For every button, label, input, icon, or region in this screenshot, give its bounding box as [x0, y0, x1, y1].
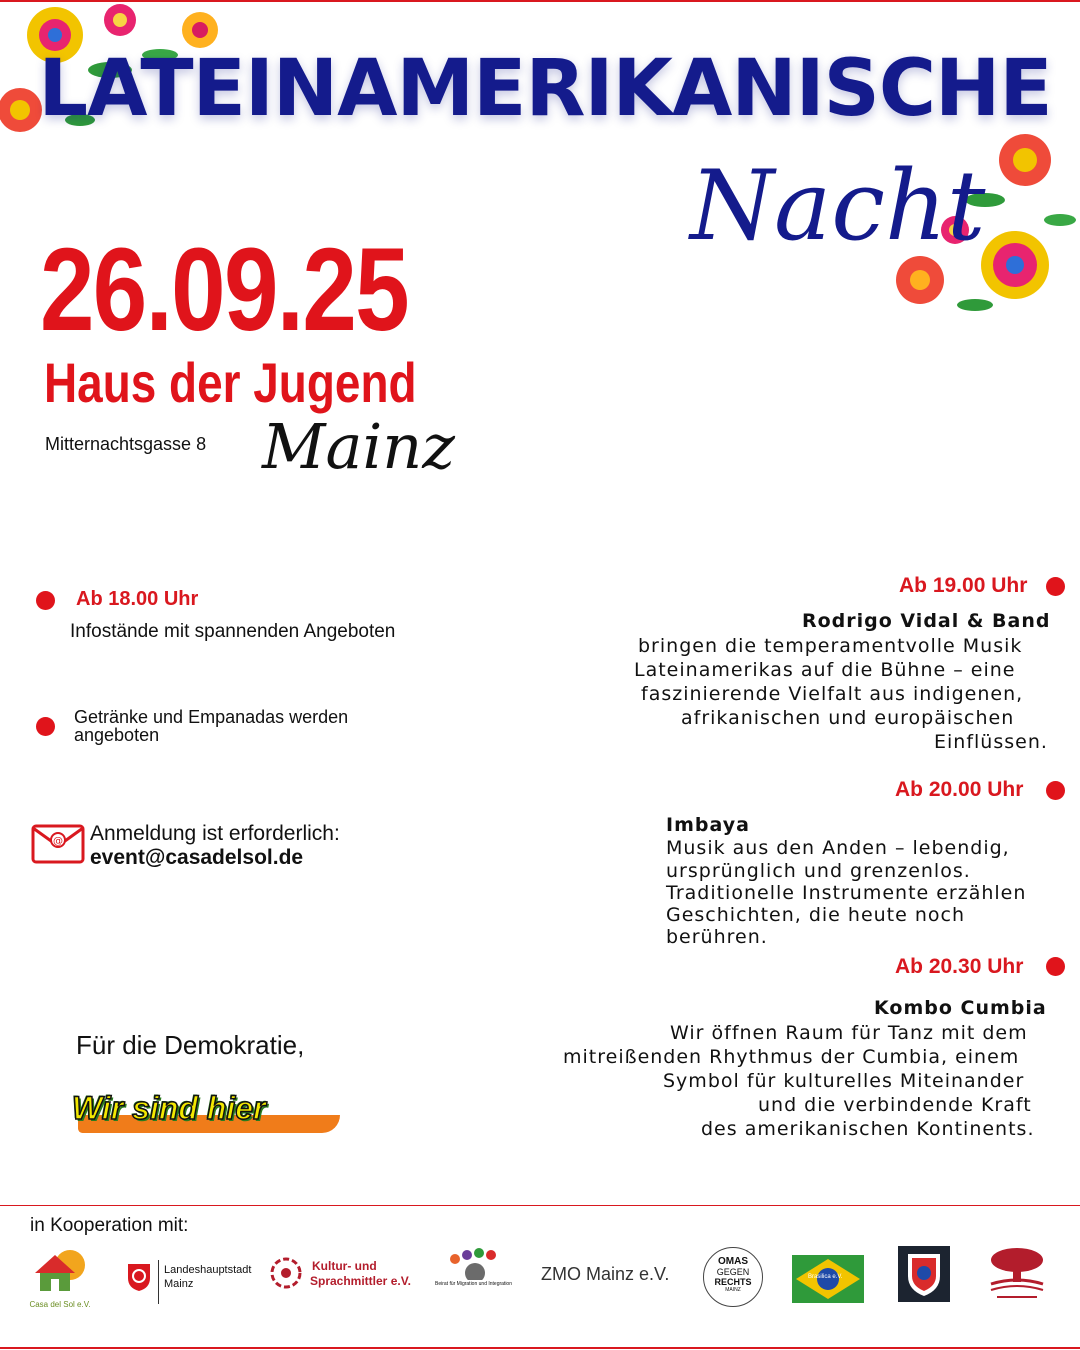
mainz-city-logo: [122, 1258, 262, 1308]
shield-icon: [898, 1246, 950, 1302]
left-info-text: Infostände mit spannenden Angeboten: [70, 621, 396, 642]
footer-divider: [0, 1205, 1080, 1206]
omas-line1: OMAS: [718, 1256, 748, 1267]
program-line: Lateinamerikas auf die Bühne – eine: [634, 659, 1016, 681]
city-line1: Landeshauptstadt: [164, 1264, 252, 1276]
program-line: mitreißenden Rhythmus der Cumbia, einem: [563, 1046, 1020, 1068]
tree-logo: [985, 1246, 1049, 1302]
page-subtitle-script: Nacht: [690, 150, 986, 262]
bottom-border: [0, 1347, 1080, 1349]
brasilica-label: Brasilica e.V.: [808, 1274, 843, 1280]
shield-logo: [898, 1246, 950, 1302]
democracy-text: Für die Demokratie,: [76, 1030, 305, 1060]
left-time: Ab 18.00 Uhr: [76, 588, 199, 610]
event-street: Mitternachtsgasse 8: [45, 434, 207, 454]
bullet-dot: [36, 591, 55, 610]
kultur-logo: [270, 1255, 420, 1295]
divider: [158, 1260, 159, 1304]
program-line: ursprünglich und grenzenlos.: [666, 860, 971, 882]
registration-block: [90, 822, 340, 870]
kultur-line1: Kultur- und: [312, 1259, 377, 1273]
brasilica-logo: [792, 1255, 864, 1303]
flower-icon: [270, 1257, 302, 1289]
program-line: berühren.: [666, 926, 768, 948]
program-line: Traditionelle Instrumente erzählen: [666, 882, 1027, 904]
left-food-text: Getränke und Empanadas werden angeboten: [74, 707, 349, 745]
house-icon: [25, 1245, 95, 1295]
program-line: Symbol für kulturelles Miteinander: [663, 1070, 1025, 1092]
program-line: Einflüssen.: [934, 731, 1048, 753]
program-name: Imbaya: [666, 814, 750, 836]
zmo-logo: ZMO Mainz e.V.: [541, 1264, 670, 1284]
people-icon: [435, 1245, 515, 1280]
registration-email[interactable]: event@casadelsol.de: [90, 846, 304, 869]
casa-del-sol-logo: [20, 1245, 100, 1315]
bullet-dot: [1046, 577, 1065, 596]
omas-line4: MAINZ: [725, 1287, 741, 1293]
program-line: des amerikanischen Kontinents.: [701, 1118, 1035, 1140]
registration-text: Anmeldung ist erforderlich:: [90, 822, 340, 845]
event-venue: Haus der Jugend: [44, 351, 417, 414]
program-line: Musik aus den Anden – lebendig,: [666, 837, 1010, 859]
omas-line3: RECHTS: [714, 1277, 752, 1287]
cooperation-label: in Kooperation mit:: [30, 1215, 189, 1236]
program-line: afrikanischen und europäischen: [681, 707, 1015, 729]
program-line: und die verbindende Kraft: [758, 1094, 1032, 1116]
bullet-dot: [1046, 957, 1065, 976]
tree-icon: [985, 1246, 1049, 1302]
program-line: bringen die temperamentvolle Musik: [638, 635, 1023, 657]
mail-icon: [31, 824, 85, 864]
coat-of-arms-icon: [126, 1262, 152, 1292]
program-time: Ab 20.00 Uhr: [895, 778, 1024, 801]
program-line: faszinierende Vielfalt aus indigenen,: [641, 683, 1024, 705]
event-city: Mainz: [262, 410, 455, 483]
program-name: Kombo Cumbia: [874, 997, 1047, 1019]
svg-text:@: @: [53, 836, 63, 847]
beirat-logo: [430, 1245, 520, 1295]
bullet-dot: [1046, 781, 1065, 800]
kultur-line2: Sprachmittler e.V.: [310, 1274, 411, 1288]
omas-line2: GEGEN: [716, 1267, 750, 1277]
program-time: Ab 19.00 Uhr: [899, 574, 1028, 597]
page-title: LATEINAMERIKANISCHE: [38, 44, 1052, 134]
program-line: Wir öffnen Raum für Tanz mit dem: [670, 1022, 1028, 1044]
city-line2: Mainz: [164, 1278, 194, 1290]
slogan-logo: Wir sind hier: [72, 1090, 266, 1126]
event-date: 26.09.25: [40, 224, 408, 356]
program-line: Geschichten, die heute noch: [666, 904, 966, 926]
casa-label: Casa del Sol e.V.: [29, 1300, 91, 1309]
beirat-label: Beirat für Migration und Integration: [435, 1281, 512, 1287]
bullet-dot: [36, 717, 55, 736]
program-name: Rodrigo Vidal & Band: [802, 610, 1051, 632]
omas-logo: [703, 1247, 763, 1307]
program-time: Ab 20.30 Uhr: [895, 955, 1024, 978]
